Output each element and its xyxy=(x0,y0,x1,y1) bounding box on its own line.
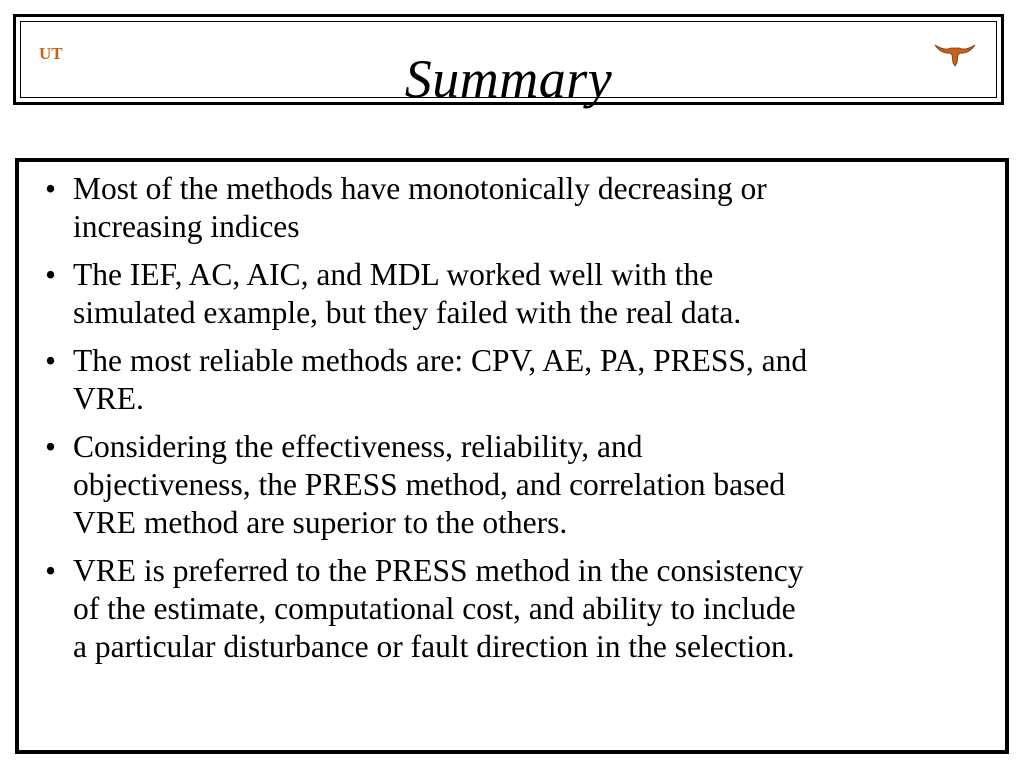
bullet-item xyxy=(35,552,997,666)
bullet-line: a particular disturbance or fault direction in the selection. xyxy=(73,629,795,664)
bullet-line: objectiveness, the PRESS method, and correlation based xyxy=(73,467,786,502)
bullet-line: Most of the methods have monotonically decreasing or xyxy=(73,171,767,206)
bullet-line: VRE is preferred to the PRESS method in the consistency xyxy=(73,553,804,588)
bullet-line: VRE method are superior to the others. xyxy=(73,505,568,540)
bullet-item xyxy=(35,170,997,246)
content-frame xyxy=(15,158,1009,754)
bullet-line: Considering the effectiveness, reliability, and xyxy=(73,429,643,464)
bullet-item xyxy=(35,256,997,332)
title-frame xyxy=(13,14,1004,109)
bullet-mark: • xyxy=(45,257,57,292)
bullet-mark: • xyxy=(45,171,57,206)
bullet-mark: • xyxy=(45,553,57,588)
ut-logo-text: UT xyxy=(39,44,63,63)
bullet-line: increasing indices xyxy=(73,209,300,244)
bullet-mark: • xyxy=(45,429,57,464)
bullet-item xyxy=(35,342,997,418)
bullet-line: The most reliable methods are: CPV, AE, PA, PRESS, and xyxy=(73,343,808,378)
bullet-line: simulated example, but they failed with the real data. xyxy=(73,295,742,330)
page-title: Summary xyxy=(404,49,613,109)
bullet-list xyxy=(35,170,997,676)
bullet-line: of the estimate, computational cost, and ability to include xyxy=(73,591,796,626)
bullet-item xyxy=(35,428,997,542)
bullet-mark: • xyxy=(45,343,57,378)
bullet-line: The IEF, AC, AIC, and MDL worked well with the xyxy=(73,257,714,292)
bullet-line: VRE. xyxy=(73,381,144,416)
